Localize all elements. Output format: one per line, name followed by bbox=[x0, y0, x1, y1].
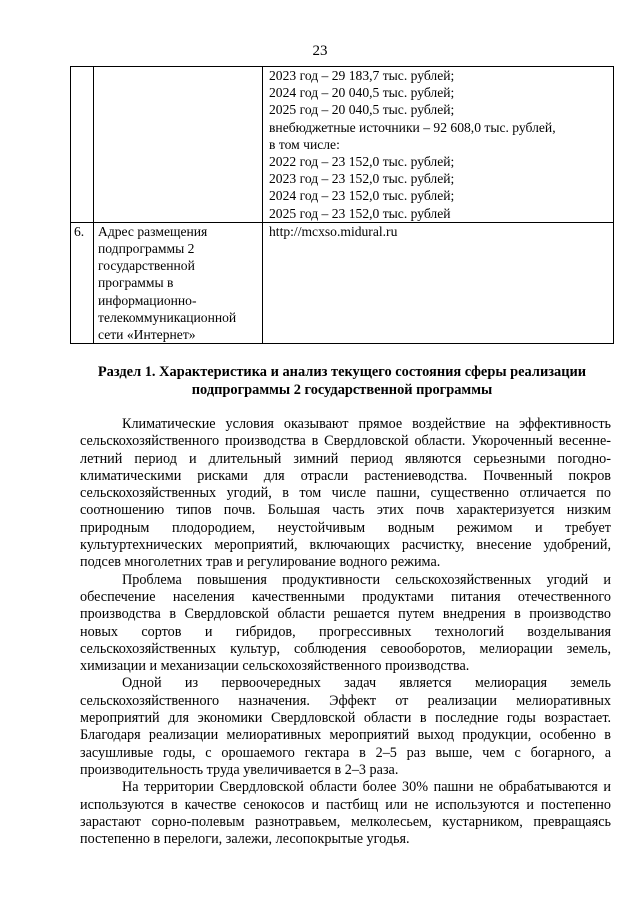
section-heading-line: подпрограммы 2 государственной программы bbox=[191, 382, 493, 398]
funding-line: 2025 год – 23 152,0 тыс. рублей bbox=[269, 205, 451, 221]
funding-line: 2024 год – 23 152,0 тыс. рублей; bbox=[269, 188, 455, 204]
row-number-cell: 6. bbox=[71, 222, 94, 343]
website-url-cell bbox=[263, 222, 614, 343]
row-name-line: программы в bbox=[98, 275, 174, 291]
funding-line: 2022 год – 23 152,0 тыс. рублей; bbox=[269, 154, 455, 170]
section-heading-line: Раздел 1. Характеристика и анализ текущего состояния сферы реализации bbox=[97, 364, 587, 380]
paragraph: Одной из первоочередных задач является мелиорация земель сельскохозяйственного назначения. Эффект от реализации мелиоративных мероприятий для экономики Свердловской области в последние годы возрастает. Благодаря реализации мелиоративных мероприятий выход продукции, особенно в засушливые годы, с орошаемого гектара в 2–5 раз выше, чем с богарного, а производительность труда увеличивается в 2–3 раза. bbox=[80, 675, 611, 778]
row-name-line: подпрограммы 2 bbox=[98, 241, 195, 257]
row-number-cell bbox=[71, 67, 94, 223]
table-row bbox=[71, 222, 614, 343]
funding-line: в том числе: bbox=[269, 136, 340, 152]
row-name-line: телекоммуникационной bbox=[98, 309, 237, 325]
funding-line: 2024 год – 20 040,5 тыс. рублей; bbox=[269, 85, 455, 101]
body-text bbox=[80, 416, 611, 848]
table-row bbox=[71, 67, 614, 223]
page-number: 23 bbox=[312, 43, 328, 59]
funding-line: 2025 год – 20 040,5 тыс. рублей; bbox=[269, 102, 455, 118]
section-heading bbox=[70, 363, 614, 399]
row-name-cell bbox=[94, 222, 263, 343]
passport-table bbox=[70, 66, 614, 344]
row-name-line: Адрес размещения bbox=[98, 223, 208, 239]
row-name-cell bbox=[94, 67, 263, 223]
funding-line: 2023 год – 29 183,7 тыс. рублей; bbox=[269, 68, 455, 83]
paragraph: Проблема повышения продуктивности сельскохозяйственных угодий и обеспечение населения качественными продуктами питания отечественного производства в Свердловской области решается путем внедрения в производство новых сортов и гибридов, прогрессивных технологий возделывания сельскохозяйственных культур, соблюдения севооборотов, мелиорации земель, химизации и механизации сельскохозяйственного производства. bbox=[80, 571, 611, 675]
funding-line: 2023 год – 23 152,0 тыс. рублей; bbox=[269, 171, 455, 187]
row-name-line: государственной bbox=[98, 258, 195, 274]
row-name-line: сети «Интернет» bbox=[98, 327, 196, 343]
funding-value-cell bbox=[263, 67, 614, 223]
paragraph: Климатические условия оказывают прямое воздействие на эффективность сельскохозяйственного производства в Свердловской области. Укороченный весенне-летний период и длительный зимний период являются серьезными погодно-климатическими рисками для отрасли растениеводства. Почвенный покров сельскохозяйственных угодий, в том числе пашни, существенно отличается по соотношению типов почв. Большая часть этих почв характеризуется низким природным плодородием, неустойчивым водным режимом и требует культуртехнических мероприятий, включающих расчистку, внесение удобрений, подсев многолетних трав и регулирование водного режима. bbox=[80, 416, 611, 571]
funding-line: внебюджетные источники – 92 608,0 тыс. рублей, bbox=[269, 119, 556, 135]
website-url[interactable]: http://mcxso.midural.ru bbox=[269, 223, 398, 239]
row-name-line: информационно- bbox=[98, 292, 197, 308]
paragraph: На территории Свердловской области более 30% пашни не обрабатываются и используются в качестве сенокосов и пастбищ или не используются и постепенно зарастают сорно-полевым разнотравьем, мелколесьем, кустарником, превращаясь постепенно в перелоги, залежи, лесопокрытые угодья. bbox=[80, 779, 611, 848]
